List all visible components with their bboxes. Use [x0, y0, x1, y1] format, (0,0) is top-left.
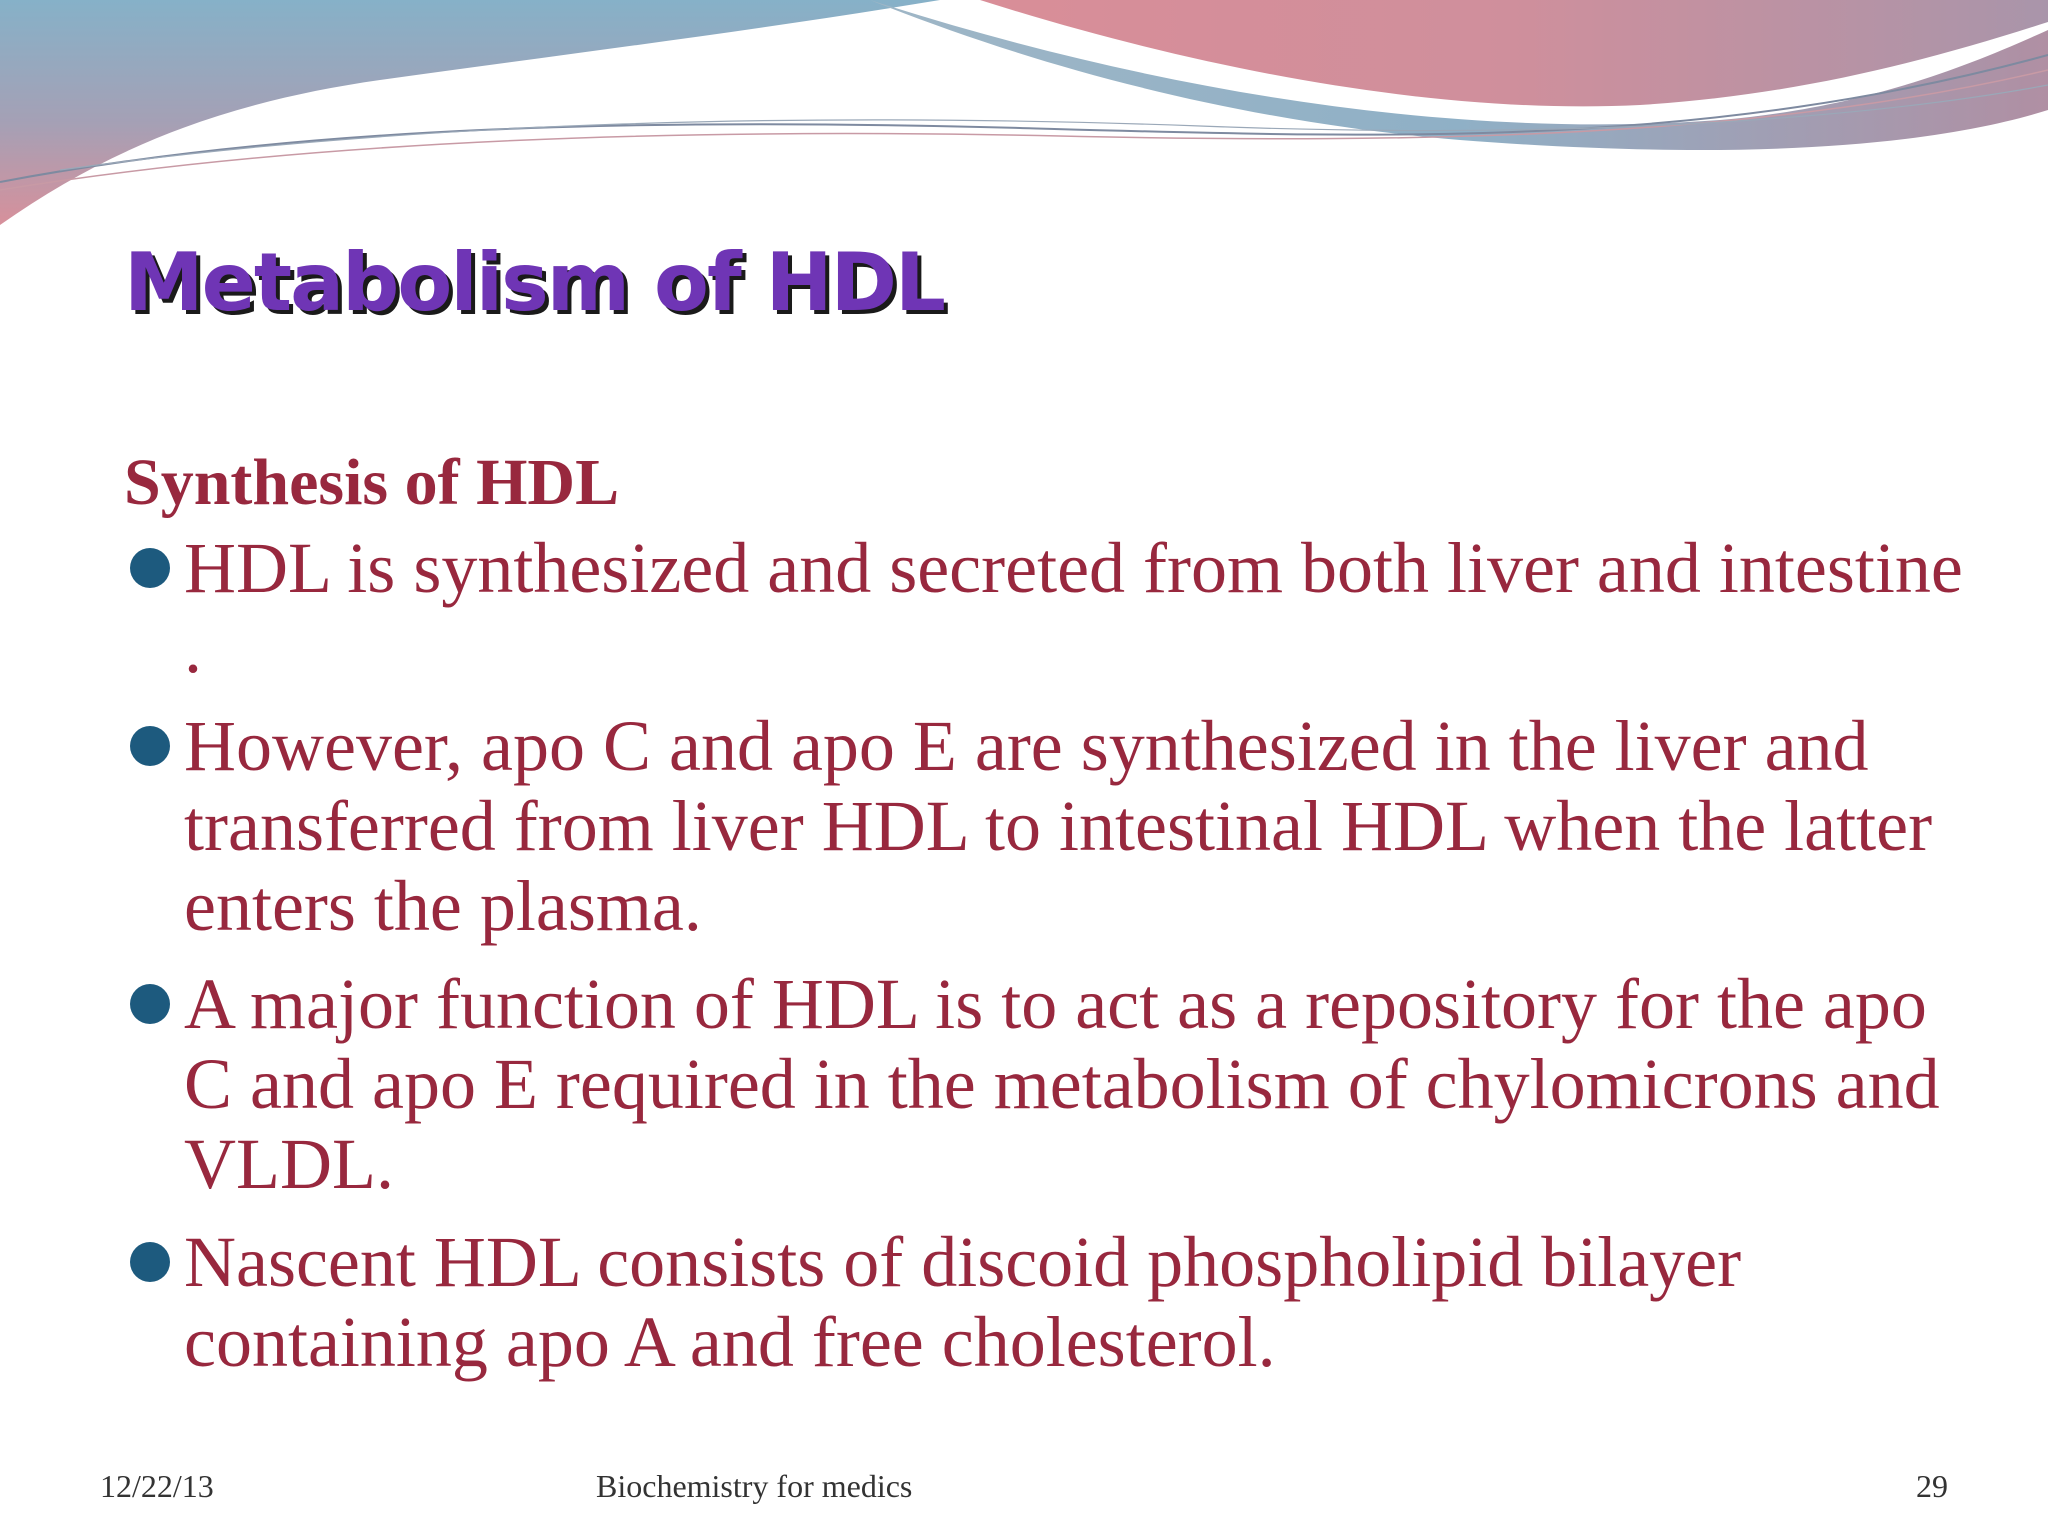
bullet-text: Nascent HDL consists of discoid phospholipid bilayer containing apo A and free cholesterol.: [184, 1222, 1742, 1382]
footer-title: Biochemistry for medics: [596, 1468, 913, 1504]
bullet-item: [124, 528, 1964, 688]
header-wave-decoration: [0, 0, 2048, 240]
bullet-text: However, apo C and apo E are synthesized in the liver and transferred from liver HDL to intestinal HDL when the latter enters the plasma.: [184, 706, 1933, 946]
slide-title: Metabolism of HDL: [124, 236, 944, 329]
footer-date: 12/22/13: [100, 1468, 214, 1504]
bullet-icon: [130, 984, 170, 1024]
bullet-text: HDL is synthesized and secreted from both liver and intestine .: [184, 528, 1963, 688]
bullet-item: [124, 1222, 1964, 1382]
bullet-icon: [130, 1242, 170, 1282]
bullet-icon: [130, 726, 170, 766]
slide-content: [124, 442, 1964, 1400]
bullet-item: [124, 706, 1964, 946]
section-subheading: Synthesis of HDL: [124, 446, 620, 519]
bullet-item: [124, 964, 1964, 1204]
page-number: 29: [1916, 1468, 1948, 1504]
bullet-text: A major function of HDL is to act as a repository for the apo C and apo E required in the metabolism of chylomicrons and VLDL.: [184, 964, 1940, 1204]
bullet-icon: [130, 548, 170, 588]
bullet-list: [124, 528, 1964, 1382]
